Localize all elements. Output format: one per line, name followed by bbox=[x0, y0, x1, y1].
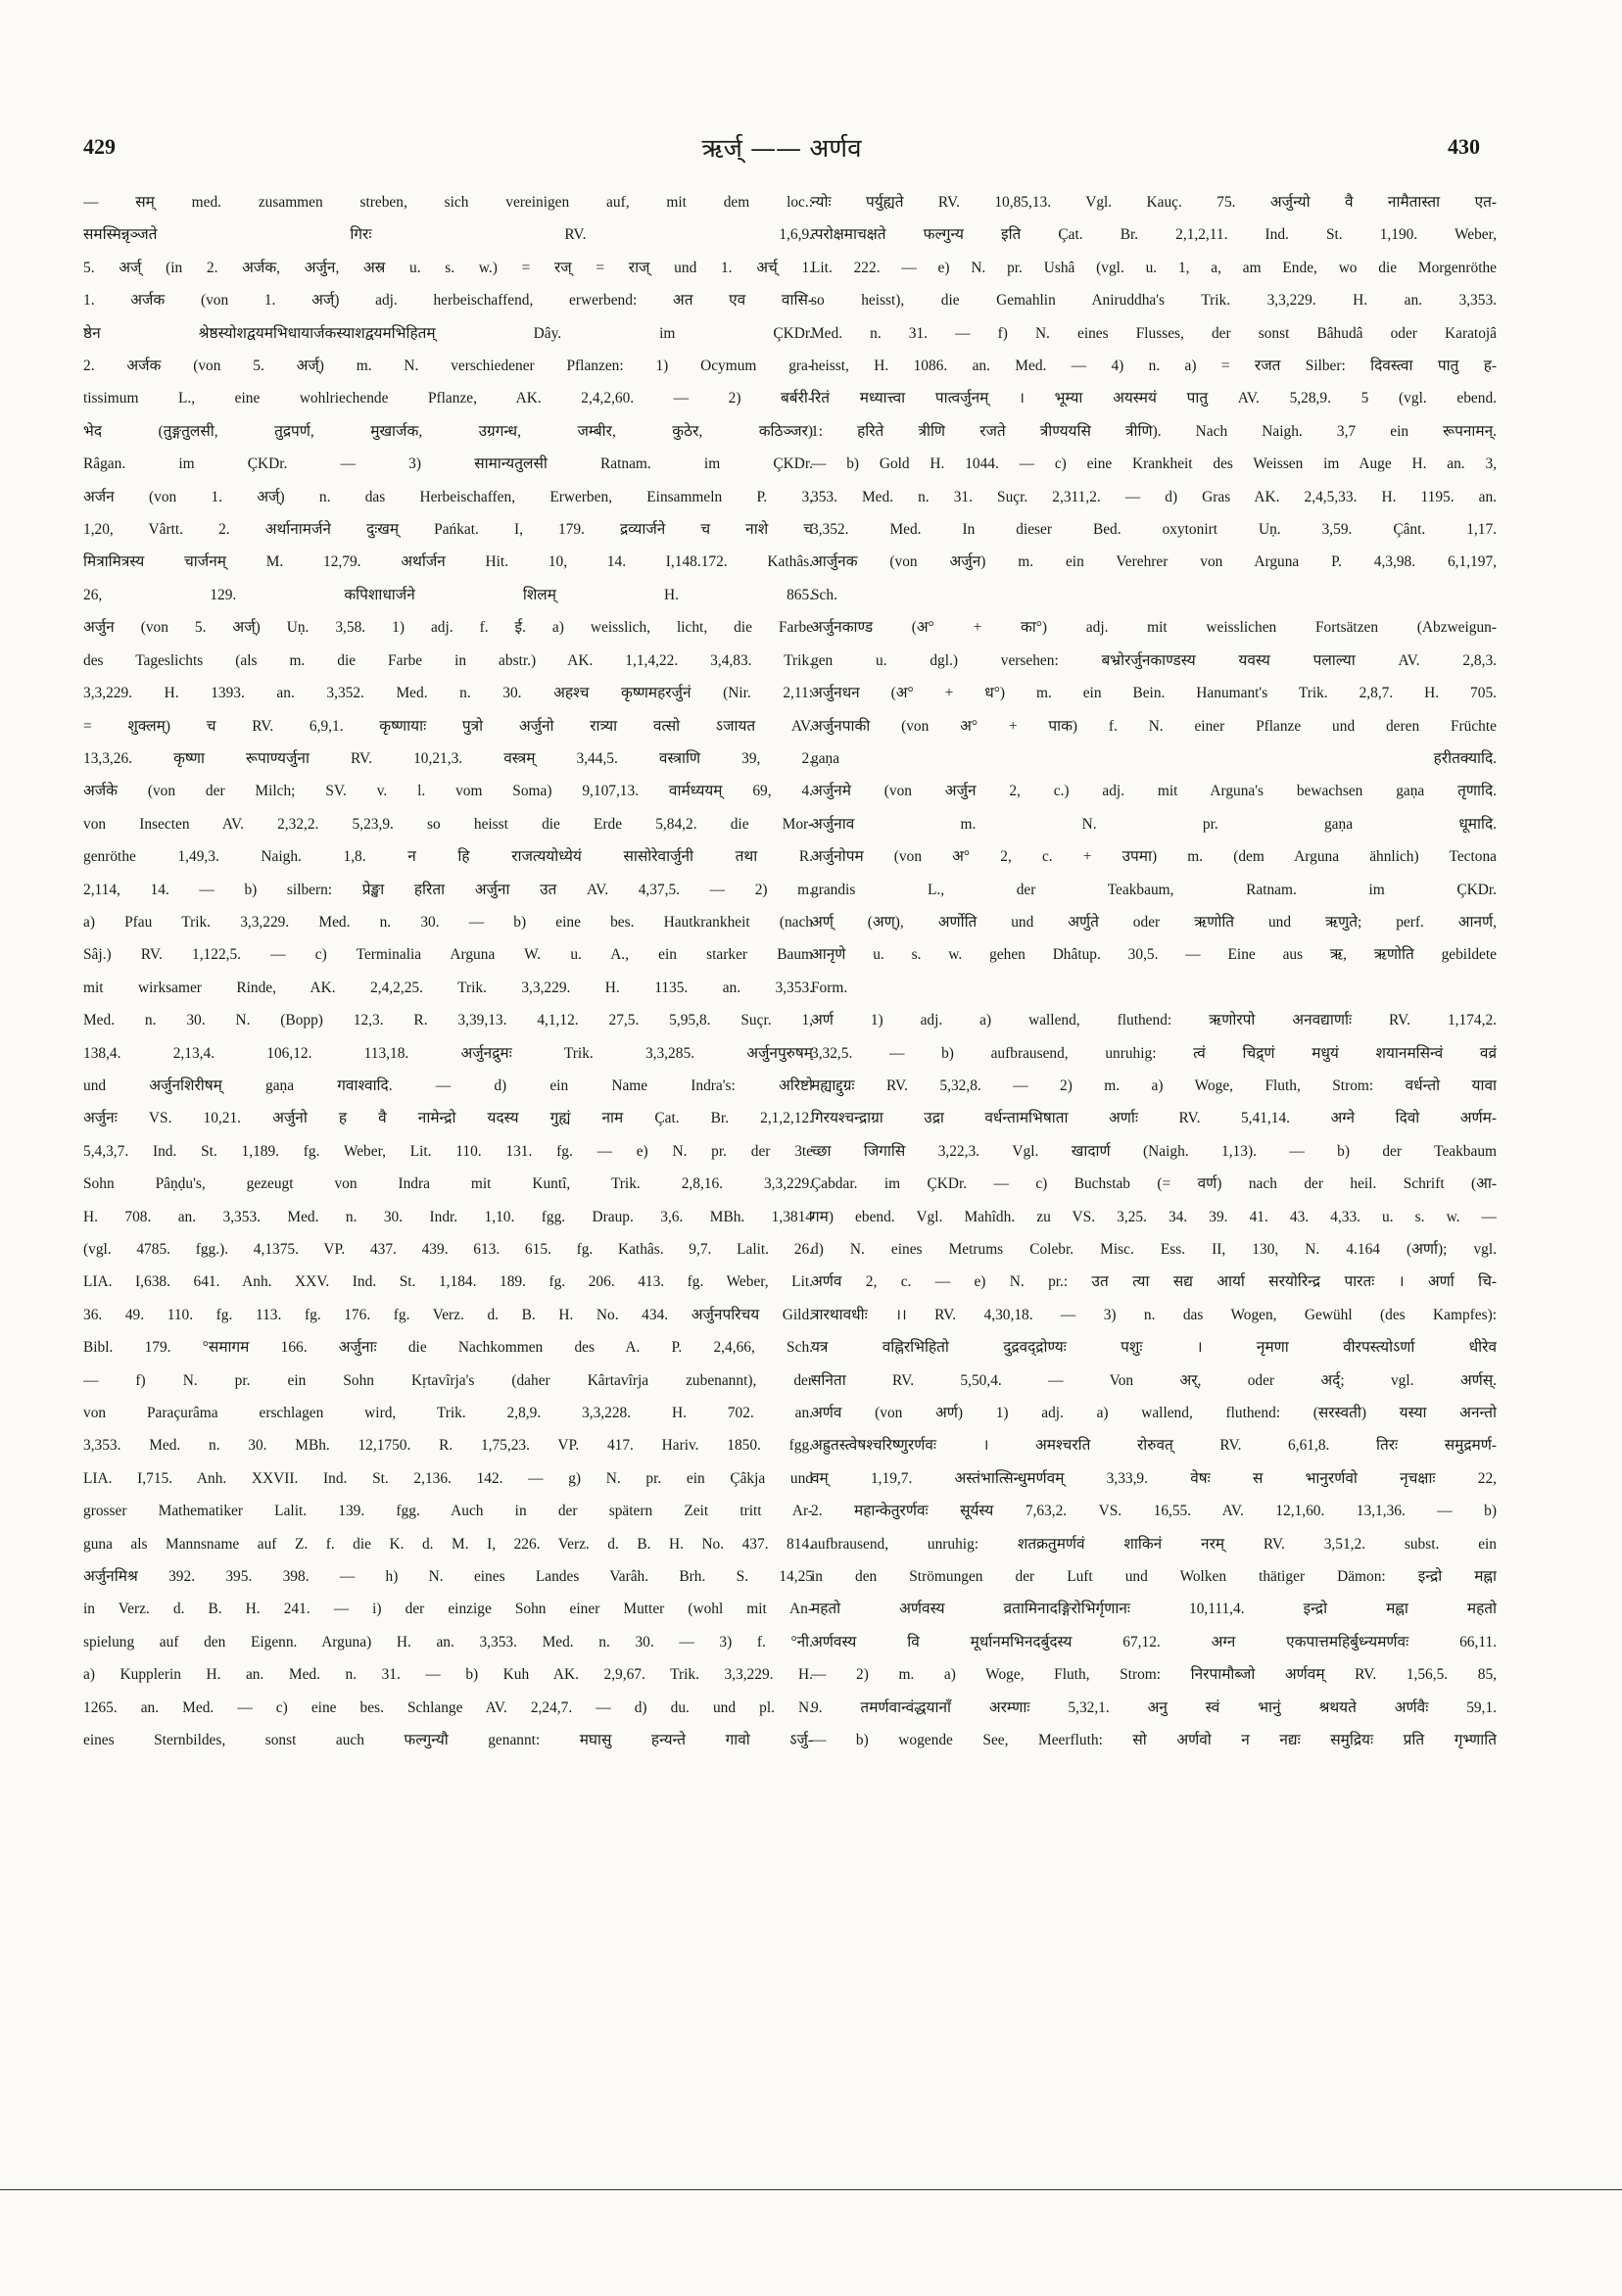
text-line: eines Sternbildes, sonst auch फल्गुन्यौ genannt: मघासु हन्यन्ते गावो ऽर्जु- bbox=[83, 1732, 813, 1749]
text-line: 2. महान्केतुरर्णवः सूर्यस्य 7,63,2. VS. 16,55. AV. 12,1,60. 13,1,36. — b) bbox=[811, 1503, 1497, 1520]
text-line: अर्जुनोपम (von अ° 2, c. + उपमा) m. (dem Arguna ähnlich) Tectona bbox=[811, 848, 1497, 866]
text-line: अर्जुनधन (अ° + ध°) m. ein Bein. Hanumant's Trik. 2,8,7. H. 705. bbox=[811, 685, 1497, 702]
text-line: सनिता RV. 5,50,4. — Von अर्, oder अर्द्; vgl. अर्णस्. bbox=[811, 1371, 1497, 1389]
text-line: Med. n. 30. N. (Bopp) 12,3. R. 3,39,13. 4,1,12. 27,5. 5,95,8. Suçr. 1, bbox=[83, 1012, 813, 1029]
text-line: 1265. an. Med. — c) eine bes. Schlange AV. 2,24,7. — d) du. und pl. N. bbox=[83, 1698, 813, 1716]
text-line: 1: हरिते त्रीणि रजते त्रीण्ययसि त्रीणि). Nach Naigh. 3,7 ein रूपनामन्. bbox=[811, 422, 1497, 440]
text-line: अर्जुनमे (von अर्जुन 2, c.) adj. mit Arguna's bewachsen gaṇa तृणादि. bbox=[811, 783, 1497, 800]
text-line: 26, 129. कपिशाधार्जने शिलम् H. 865. bbox=[83, 586, 813, 603]
text-line: न्योः पर्युह्यते RV. 10,85,13. Vgl. Kauç. 75. अर्जुन्यो वै नामैतास्ता एत- bbox=[811, 194, 1497, 211]
text-line: अर्णव 2, c. — e) N. pr.: उत त्या सद्य आर्या सरयोरिन्द्र पारतः । अर्णा चि- bbox=[811, 1273, 1497, 1291]
text-line: tissimum L., eine wohlriechende Pflanze, AK. 2,4,2,60. — 2) बर्बरी- bbox=[83, 390, 813, 407]
text-line: Râgan. im ÇKDr. — 3) सामान्यतुलसी Ratnam. im ÇKDr. bbox=[83, 455, 813, 473]
text-line: 36. 49. 110. fg. 113. fg. 176. fg. Verz. d. B. H. No. 434. अर्जुनपरिचय Gild. bbox=[83, 1306, 813, 1323]
text-line: und अर्जुनशिरीषम् gaṇa गवाश्वादि. — d) ein Name Indra's: अरिष्टो bbox=[83, 1076, 813, 1094]
text-line: महतो अर्णवस्य व्रतामिनादङ्गिरोभिर्गृणानः 10,111,4. इन्द्रो मह्ना महतो bbox=[811, 1601, 1497, 1618]
text-line: H. 708. an. 3,353. Med. n. 30. Indr. 1,10. fgg. Draup. 3,6. MBh. 1,3814 bbox=[83, 1208, 813, 1225]
text-line: in den Strömungen der Luft und Wolken thätiger Dämon: इन्द्रो मह्ना bbox=[811, 1568, 1497, 1586]
text-line: गम) ebend. Vgl. Mahîdh. zu VS. 3,25. 34. 39. 41. 43. 4,33. u. s. w. — bbox=[811, 1208, 1497, 1225]
text-line: von Insecten AV. 2,32,2. 5,23,9. so heisst die Erde 5,84,2. die Mor- bbox=[83, 815, 813, 833]
text-line: 3,3,229. H. 1393. an. 3,352. Med. n. 30. अहश्च कृष्णमहरर्जुनं (Nir. 2,11: bbox=[83, 685, 813, 702]
text-line: 13,3,26. कृष्णा रूपाण्यर्जुना RV. 10,21,3. वस्त्रम् 3,44,5. वस्त्राणि 39, 2. bbox=[83, 749, 813, 767]
text-line: gaṇa हरीतक्यादि. bbox=[811, 749, 1497, 767]
text-line: grosser Mathematiker Lalit. 139. fgg. Auch in der spätern Zeit tritt Ar- bbox=[83, 1503, 813, 1520]
text-line: LIA. I,715. Anh. XXVII. Ind. St. 2,136. 142. — g) N. pr. ein Çâkja und bbox=[83, 1469, 813, 1487]
text-line: — b) Gold H. 1044. — c) eine Krankheit des Weissen im Auge H. an. 3, bbox=[811, 455, 1497, 473]
text-line: von Paraçurâma erschlagen wird, Trik. 2,8,9. 3,3,228. H. 702. an. bbox=[83, 1405, 813, 1422]
text-line: a) Pfau Trik. 3,3,229. Med. n. 30. — b) eine bes. Hautkrankheit (nach bbox=[83, 913, 813, 931]
text-line: genröthe 1,49,3. Naigh. 1,8. न हि राजत्ययोध्येयं सासोरेवार्जुनी तथा R. bbox=[83, 848, 813, 866]
text-line: d) N. eines Metrums Colebr. Misc. Ess. II, 130, N. 4.164 (अर्णा); vgl. bbox=[811, 1241, 1497, 1258]
page-header bbox=[83, 127, 1480, 167]
page-number-left: 429 bbox=[83, 134, 116, 159]
text-line: अर्जन (von 1. अर्ज्) n. das Herbeischaffen, Erwerben, Einsammeln P. 3, bbox=[83, 488, 813, 505]
left-column bbox=[83, 186, 813, 1757]
text-line: heisst, H. 1086. an. Med. — 4) n. a) = रजत Silber: दिवस्त्वा पातु ह- bbox=[811, 358, 1497, 375]
bottom-rule bbox=[0, 2189, 1622, 2190]
text-line: आर्जुनक (von अर्जुन) m. ein Verehrer von Arguna P. 4,3,98. 6,1,197, bbox=[811, 553, 1497, 571]
text-line: — 2) m. a) Woge, Fluth, Strom: निरपामौब्जो अर्णवम् RV. 1,56,5. 85, bbox=[811, 1666, 1497, 1684]
right-column bbox=[811, 186, 1497, 1757]
text-line: Lit. 222. — e) N. pr. Ushâ (vgl. u. 1, a, am Ende, wo die Morgenröthe bbox=[811, 259, 1497, 276]
text-line: in Verz. d. B. H. 241. — i) der einzige Sohn einer Mutter (wohl mit An- bbox=[83, 1601, 813, 1618]
text-line: 5. अर्ज् (in 2. अर्जक, अर्जुन, अस्र u. s. w.) = रज् = राज् und 1. अर्च् 1. bbox=[83, 259, 813, 276]
text-line: Bibl. 179. °समागम 166. अर्जुनाः die Nachkommen des A. P. 2,4,66, Sch. bbox=[83, 1339, 813, 1357]
running-head: ऋर्ज् —— अर्णव bbox=[701, 134, 862, 164]
text-line: grandis L., der Teakbaum, Ratnam. im ÇKDr. bbox=[811, 881, 1497, 898]
text-line: 2. अर्जक (von 5. अर्ज्) m. N. verschiedener Pflanzen: 1) Ocymum gra- bbox=[83, 358, 813, 375]
text-line: 9. तमर्णवान्वंद्धयानाँ अरम्णाः 5,32,1. अनु स्वं भानुं श्रथयते अर्णवैः 59,1. bbox=[811, 1698, 1497, 1716]
text-line: अर्जुनः VS. 10,21. अर्जुनो ह वै नामेन्द्रो यदस्य गुह्यं नाम Çat. Br. 2,1,2,12. bbox=[83, 1110, 813, 1127]
text-line: — f) N. pr. ein Sohn Kṛtavîrja's (daher Kârtavîrja zubenannt), der bbox=[83, 1371, 813, 1389]
text-line: des Tageslichts (als m. die Farbe in abstr.) AK. 1,1,4,22. 3,4,83. Trik. bbox=[83, 651, 813, 669]
text-line: अर्जुनमिश्र 392. 395. 398. — h) N. eines Landes Varâh. Brh. S. 14,25 bbox=[83, 1568, 813, 1586]
text-line: Form. bbox=[811, 979, 848, 996]
text-line: — b) wogende See, Meerfluth: सो अर्णवो न नद्यः समुद्रियः प्रति गृभ्णाति bbox=[811, 1732, 1497, 1749]
text-line: यत्र वह्निरभिहितो दुद्रवद्द्रोण्यः पशुः । नृमणा वीरपस्त्योऽर्णा धीरेव bbox=[811, 1339, 1497, 1357]
text-line: 1,20, Vârtt. 2. अर्थानामर्जने दुःखम् Pańkat. I, 179. द्रव्यार्जने च नाशे च bbox=[83, 521, 813, 539]
text-line: so heisst), die Gemahlin Aniruddha's Trik. 3,3,229. H. an. 3,353. bbox=[811, 292, 1497, 310]
text-line: mit wirksamer Rinde, AK. 2,4,2,25. Trik. 3,3,229. H. 1135. an. 3,353. bbox=[83, 979, 813, 996]
text-line: guna als Mannsname auf Z. f. die K. d. M. I, 226. Verz. d. B. H. No. 437. 814. bbox=[83, 1535, 813, 1553]
text-line: भेद (तुङ्गतुलसी, तुद्रपर्ण, मुखार्जक, उग्रगन्ध, जम्बीर, कुठेर, कठिञ्जर) bbox=[83, 422, 813, 440]
text-line: अर्जुन (von 5. अर्ज्) Uṇ. 3,58. 1) adj. f. ई. a) weisslich, licht, die Farbe bbox=[83, 619, 813, 637]
text-line: अर्जुनपाकी (von अ° + पाक) f. N. einer Pflanze und deren Früchte bbox=[811, 717, 1497, 735]
text-line: aufbrausend, unruhig: शतक्रतुमर्णवं शाकिनं नरम् RV. 3,51,2. subst. ein bbox=[811, 1535, 1497, 1553]
text-line: त्रारथावधीः ।। RV. 4,30,18. — 3) n. das Wogen, Gewühl (des Kampfes): bbox=[811, 1306, 1497, 1323]
text-line: 1. अर्जक (von 1. अर्ज्) adj. herbeischaffend, erwerbend: अत एव वासि- bbox=[83, 292, 813, 310]
text-line: च्छा जिगासि 3,22,3. Vgl. खादार्ण (Naigh. 1,13). — b) der Teakbaum bbox=[811, 1142, 1497, 1160]
text-line: अर्णवस्य वि मूर्धानमभिनदर्बुदस्य 67,12. अग्न एकपात्तमहिर्बुध्न्यमर्णवः 66,11. bbox=[811, 1633, 1497, 1650]
text-line: अर्ण् (अण्), अर्णोति und अर्णुते oder ऋणोति und ऋणुते; perf. आनर्ण, bbox=[811, 913, 1497, 931]
text-line: Med. n. 31. — f) N. eines Flusses, der sonst Bâhudâ oder Karatojâ bbox=[811, 324, 1497, 342]
text-line: gen u. dgl.) versehen: बभ्रोरर्जुनकाण्डस्य यवस्य पलाल्या AV. 2,8,3. bbox=[811, 651, 1497, 669]
text-line: रितं मध्यात्त्वा पात्वर्जुनम् । भूम्या अयस्मयं पातु AV. 5,28,9. 5 (vgl. ebend. bbox=[811, 390, 1497, 407]
text-line: अर्जुनाव m. N. pr. gaṇa धूमादि. bbox=[811, 815, 1497, 833]
text-line: समस्मिन्नृञ्जते गिरः RV. 1,6,9. bbox=[83, 226, 813, 244]
text-line: 2,114, 14. — b) silbern: प्रेङ्खा हरिता अर्जुना उत AV. 4,37,5. — 2) m. bbox=[83, 881, 813, 898]
text-line: Sohn Pâṇḍu's, gezeugt von Indra mit Kuntî, Trik. 2,8,16. 3,3,229. bbox=[83, 1175, 813, 1193]
text-line: LIA. I,638. 641. Anh. XXV. Ind. St. 1,184. 189. fg. 206. 413. fg. Weber, Lit. bbox=[83, 1273, 813, 1291]
text-line: अर्णव (von अर्ण) 1) adj. a) wallend, fluthend: (सरस्वती) यस्या अनन्तो bbox=[811, 1405, 1497, 1422]
text-line: (vgl. 4785. fgg.). 4,1375. VP. 437. 439. 613. 615. fg. Kathâs. 9,7. Lalit. 26. bbox=[83, 1241, 813, 1258]
text-line: Çabdar. im ÇKDr. — c) Buchstab (= वर्ण) nach der heil. Schrift (आ- bbox=[811, 1175, 1497, 1193]
text-line: 3,353. Med. n. 30. MBh. 12,1750. R. 1,75,23. VP. 417. Hariv. 1850. fgg. bbox=[83, 1437, 813, 1455]
text-line: मित्रामित्रस्य चार्जनम् M. 12,79. अर्थार्जन Hit. 10, 14. I,148.172. Kathâs. bbox=[83, 553, 813, 571]
text-line: Sâj.) RV. 1,122,5. — c) Terminalia Arguna W. u. A., ein starker Baum bbox=[83, 946, 813, 964]
text-line: 5,4,3,7. Ind. St. 1,189. fg. Weber, Lit. 110. 131. fg. — e) N. pr. der 3te bbox=[83, 1142, 813, 1160]
text-line: — सम् med. zusammen streben, sich vereinigen auf, mit dem loc.: bbox=[83, 194, 813, 211]
text-line: Sch. bbox=[811, 586, 837, 603]
text-line: = शुक्लम्) च RV. 6,9,1. कृष्णायाः पुत्रो अर्जुनो रात्र्या वत्सो ऽजायत AV. bbox=[83, 717, 813, 735]
text-line: आनृणे u. s. w. gehen Dhâtup. 30,5. — Eine aus ऋ, ऋणोति gebildete bbox=[811, 946, 1497, 964]
text-line: वम् 1,19,7. अस्तंभात्सिन्धुमर्णवम् 3,33,9. वेषः स भानुरर्णवो नृचक्षाः 22, bbox=[811, 1469, 1497, 1487]
text-line: 138,4. 2,13,4. 106,12. 113,18. अर्जुनद्रुमः Trik. 3,3,285. अर्जुनपुरुषम् bbox=[83, 1044, 813, 1062]
text-line: गिरयश्चन्द्राग्रा उद्रा वर्धन्तामभिषाता अर्णाः RV. 5,41,14. अग्ने दिवो अर्णम- bbox=[811, 1110, 1497, 1127]
text-line: अर्जुनकाण्ड (अ° + का°) adj. mit weisslichen Fortsätzen (Abzweigun- bbox=[811, 619, 1497, 637]
page-number-right: 430 bbox=[1448, 134, 1480, 159]
text-line: त्परोक्षमाचक्षते फल्गुन्य इति Çat. Br. 2,1,2,11. Ind. St. 1,190. Weber, bbox=[811, 226, 1497, 244]
text-line: 353. Med. n. 31. Suçr. 2,311,2. — d) Gras AK. 2,4,5,33. H. 1195. an. bbox=[811, 488, 1497, 505]
text-line: a) Kupplerin H. an. Med. n. 31. — b) Kuh AK. 2,9,67. Trik. 3,3,229. H. bbox=[83, 1666, 813, 1684]
text-line: ष्ठेन श्रेष्ठस्योशद्वयमभिधायार्जकस्याशद्वयमभिहितम् Dây. im ÇKDr. bbox=[83, 324, 813, 342]
text-line: अर्जके (von der Milch; SV. v. l. vom Soma) 9,107,13. वार्मध्ययम् 69, 4. bbox=[83, 783, 813, 800]
text-line: 3,32,5. — b) aufbrausend, unruhig: त्वं चिद्र्णं मधुयं शयानमसिन्वं वव्रं bbox=[811, 1044, 1497, 1062]
text-line: मह्याद्दुग्रः RV. 5,32,8. — 2) m. a) Woge, Fluth, Strom: वर्धन्तो यावा bbox=[811, 1076, 1497, 1094]
text-line: अर्ण 1) adj. a) wallend, fluthend: ऋणोरपो अनवद्यार्णाः RV. 1,174,2. bbox=[811, 1012, 1497, 1029]
text-line: spielung auf den Eigenn. Arguna) H. an. 3,353. Med. n. 30. — 3) f. °नी. bbox=[83, 1633, 813, 1650]
text-line: 3,352. Med. In dieser Bed. oxytonirt Uṇ. 3,59. Çânt. 1,17. bbox=[811, 521, 1497, 539]
text-line: अह्रुतस्त्वेषश्चरिष्णुरर्णवः । अमश्चरति रोरुवत् RV. 6,61,8. तिरः समुद्रमर्ण- bbox=[811, 1437, 1497, 1455]
